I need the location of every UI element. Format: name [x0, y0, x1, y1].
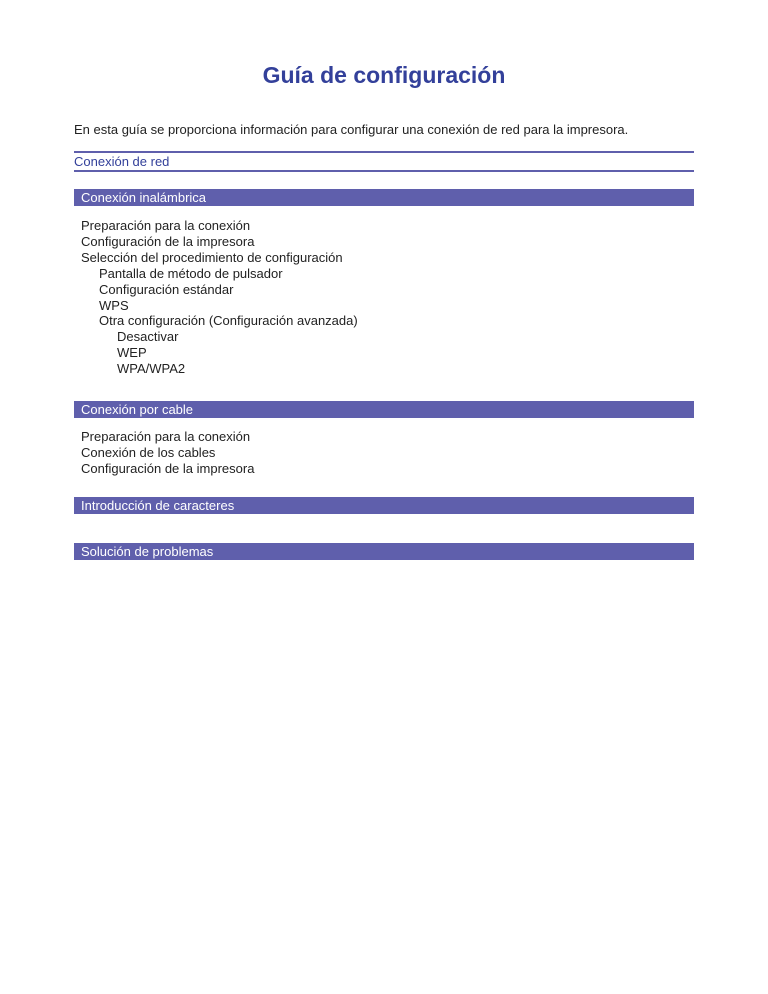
wired-list [81, 429, 254, 477]
section-troubleshooting[interactable]: Solución de problemas [74, 543, 694, 560]
list-item[interactable]: Desactivar [117, 329, 179, 345]
list-item[interactable]: WPA/WPA2 [117, 361, 186, 377]
list-item[interactable]: Configuración de la impresora [81, 460, 255, 476]
list-item[interactable]: Selección del procedimiento de configuración [81, 249, 343, 265]
list-item[interactable]: WEP [117, 345, 147, 361]
wireless-list [81, 218, 358, 377]
list-item[interactable]: Preparación para la conexión [81, 218, 251, 233]
page-title: Guía de configuración [262, 62, 506, 88]
list-item[interactable]: Configuración estándar [99, 281, 234, 297]
section-character-input[interactable]: Introducción de caracteres [74, 497, 694, 514]
list-item[interactable]: Configuración de la impresora [81, 233, 255, 249]
list-item[interactable]: Pantalla de método de pulsador [99, 265, 283, 281]
list-item[interactable]: Otra configuración (Configuración avanzada) [99, 313, 358, 329]
intro-text: En esta guía se proporciona información para configurar una conexión de red para la impresora. [74, 122, 629, 137]
section-wireless[interactable]: Conexión inalámbrica [74, 189, 694, 206]
list-item[interactable]: Preparación para la conexión [81, 429, 251, 444]
network-heading[interactable]: Conexión de red [74, 151, 694, 172]
list-item[interactable]: WPS [99, 297, 129, 313]
list-item[interactable]: Conexión de los cables [81, 444, 216, 460]
section-wired[interactable]: Conexión por cable [74, 401, 694, 418]
